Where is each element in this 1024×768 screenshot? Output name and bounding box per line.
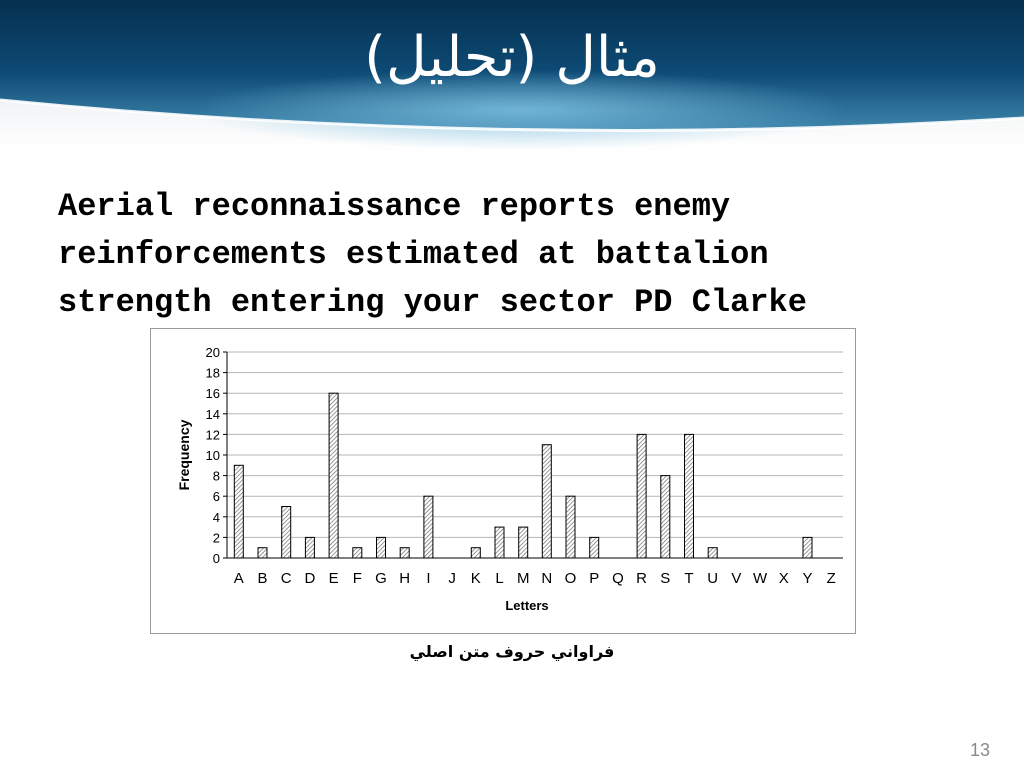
y-tick-label: 12: [205, 427, 220, 443]
x-tick-label: X: [778, 570, 789, 587]
y-tick-label: 10: [205, 448, 220, 463]
page-number: 13: [969, 740, 990, 760]
bar: [708, 548, 717, 558]
x-tick-label: T: [684, 570, 694, 587]
x-tick-label: M: [516, 570, 530, 587]
body-line: reinforcements estimated at battalion: [58, 236, 769, 273]
x-tick-label: O: [564, 570, 577, 587]
bar: [495, 527, 504, 558]
slide-title: مثال (تحليل): [364, 25, 660, 90]
y-tick-label: 4: [212, 509, 220, 525]
y-tick-label: 8: [212, 468, 220, 484]
x-tick-label: P: [589, 570, 600, 587]
x-tick-label: H: [399, 570, 411, 587]
x-tick-label: E: [328, 570, 339, 587]
bar: [661, 476, 670, 558]
chart-frame: [150, 328, 856, 634]
x-tick-label: Z: [826, 570, 836, 587]
bar: [590, 537, 599, 558]
x-tick-label: N: [541, 570, 553, 587]
y-tick-label: 20: [205, 345, 220, 360]
x-tick-label: D: [304, 570, 316, 587]
x-tick-label: V: [731, 570, 742, 587]
body-text: [58, 183, 1008, 327]
bar-chart: [151, 329, 855, 633]
x-tick-label: I: [426, 570, 431, 587]
bar: [803, 537, 812, 558]
bar: [519, 527, 528, 558]
bar: [685, 434, 694, 558]
bar: [353, 548, 362, 558]
bar: [282, 507, 291, 559]
x-tick-label: R: [636, 570, 648, 587]
bar: [329, 393, 338, 558]
y-tick-label: 6: [212, 489, 220, 505]
body-line: Aerial reconnaissance reports enemy: [58, 188, 731, 225]
bar: [305, 537, 314, 558]
x-tick-label: S: [660, 570, 671, 587]
y-tick-label: 16: [205, 386, 220, 402]
x-tick-label: C: [280, 570, 292, 587]
x-tick-label: U: [707, 570, 719, 587]
x-tick-label: B: [257, 570, 268, 587]
bar: [637, 434, 646, 558]
x-tick-label: F: [352, 570, 362, 587]
x-tick-label: Y: [802, 570, 813, 587]
x-tick-label: K: [470, 570, 481, 587]
y-axis-title: Frequency: [176, 419, 192, 491]
bar: [400, 548, 409, 558]
y-tick-label: 18: [205, 365, 220, 381]
bar: [424, 496, 433, 558]
x-tick-label: A: [233, 570, 244, 587]
x-axis-title: Letters: [505, 598, 549, 613]
x-tick-label: G: [375, 570, 387, 587]
bar: [258, 548, 267, 558]
bar: [566, 496, 575, 558]
bar: [471, 548, 480, 558]
x-tick-label: Q: [612, 570, 624, 587]
bar: [542, 445, 551, 558]
bar: [234, 465, 243, 558]
y-tick-label: 14: [205, 406, 220, 422]
y-tick-label: 2: [212, 530, 220, 546]
x-tick-label: W: [753, 570, 768, 587]
chart-caption: فراواني حروف متن اصلي: [409, 642, 615, 661]
x-tick-label: J: [448, 570, 456, 587]
body-line: strength entering your sector PD Clarke: [58, 284, 807, 321]
x-tick-label: L: [495, 570, 504, 587]
bar: [377, 537, 386, 558]
y-tick-label: 0: [212, 551, 220, 566]
